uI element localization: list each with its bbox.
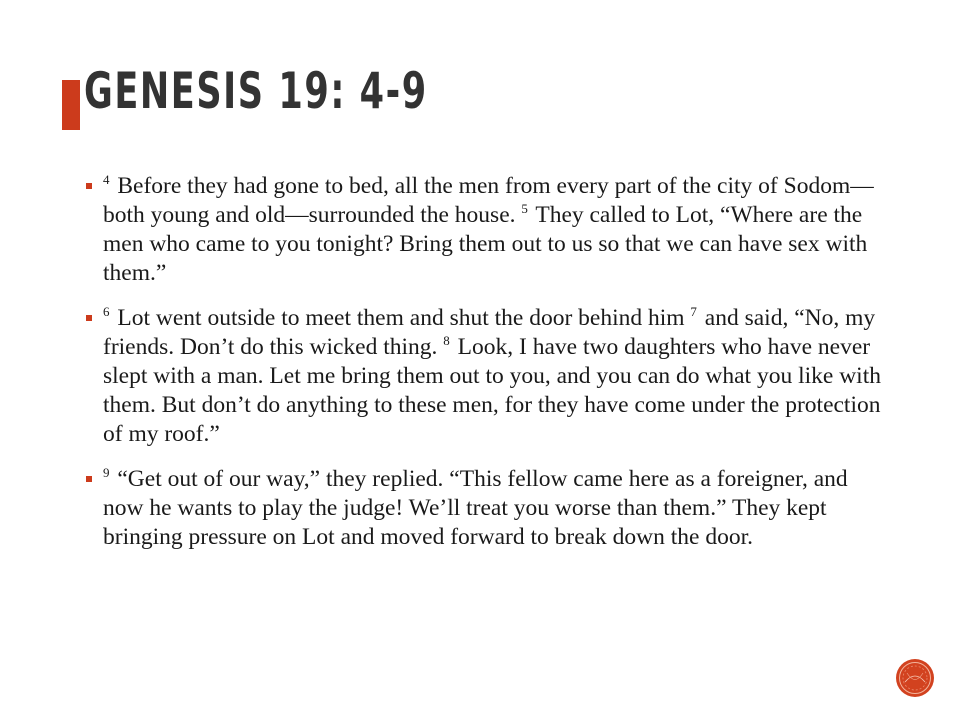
title-accent-bar [62, 80, 80, 130]
slide-title: GENESIS 19: 4-9 [84, 62, 428, 120]
square-bullet-icon [86, 476, 92, 482]
square-bullet-icon [86, 315, 92, 321]
decorative-circle-logo-icon [895, 658, 935, 698]
verse-number: 8 [443, 333, 450, 349]
verse-number: 5 [521, 201, 528, 217]
bullet-item [86, 172, 886, 288]
verse-text: Lot went outside to meet them and shut the door behind him [111, 305, 691, 331]
verse-number: 7 [690, 304, 697, 320]
bullet-text [103, 305, 881, 447]
verse-number: 6 [103, 304, 110, 320]
verse-text: “Get out of our way,” they replied. “This fellow came here as a foreigner, and now he wants to play the judge! We’ll treat you worse than them.” They kept bringing pressure on Lot and moved forward to break down the door. [103, 466, 848, 550]
square-bullet-icon [86, 183, 92, 189]
bullet-text [103, 173, 874, 286]
verse-text: and said, “No, my friends. Don’t do this wicked thing. [103, 305, 876, 360]
verse-text: Before they had gone to bed, all the men from every part of the city of Sodom—both young and old—surrounded the house. [103, 173, 874, 228]
bullet-list [86, 172, 886, 568]
verse-text: They called to Lot, “Where are the men who came to you tonight? Bring them out to us so that we can have sex with them.” [103, 202, 868, 286]
verse-number: 9 [103, 465, 110, 481]
bullet-item [86, 304, 886, 449]
verse-text: Look, I have two daughters who have never slept with a man. Let me bring them out to you, and you can do what you like with them. But don’t do anything to these men, for they have come under the protection of my roof.” [103, 334, 881, 447]
bullet-item [86, 465, 886, 552]
verse-number: 4 [103, 172, 110, 188]
bullet-text [103, 466, 848, 550]
